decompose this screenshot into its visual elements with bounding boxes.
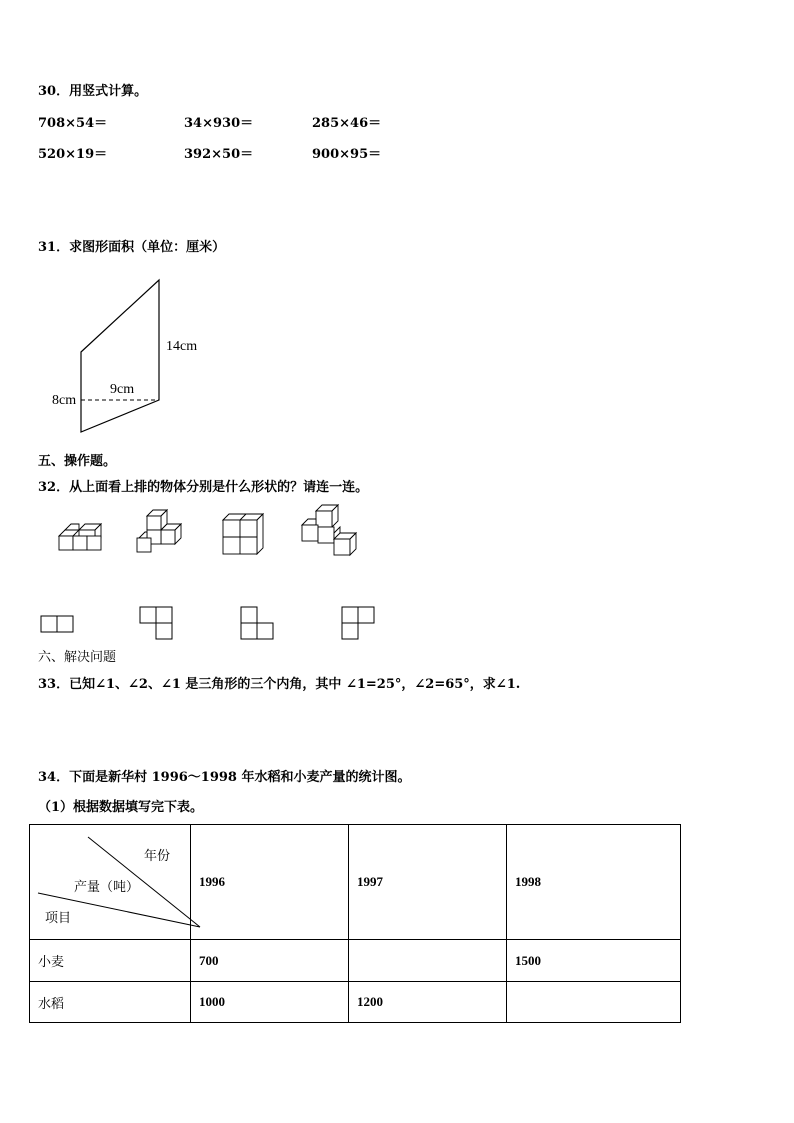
- wheat-1997[interactable]: [349, 940, 507, 982]
- q31-title: 31．求图形面积（单位：厘米）: [38, 240, 226, 255]
- table-row: [30, 982, 681, 1023]
- year-1996: 1996: [191, 825, 349, 940]
- diagonal-header-cell: [30, 825, 191, 940]
- yield-table: [29, 824, 681, 1023]
- section6-heading: 六、解决问题: [38, 650, 117, 665]
- q34-subquestion: （1）根据数据填写完下表。: [38, 800, 204, 815]
- trapezoid-figure: [40, 272, 220, 442]
- q30-expr-1: 708×54＝: [38, 116, 108, 131]
- block-figure-3: [220, 512, 270, 557]
- q34-title: 34．下面是新华村 1996～1998 年水稻和小麦产量的统计图。: [38, 770, 411, 785]
- block-figure-4: [298, 503, 358, 563]
- q32-title: 32．从上面看上排的物体分别是什么形状的？请连一连。: [38, 480, 369, 495]
- q30-expr-6: 900×95＝: [312, 147, 382, 162]
- q33-title: 33．已知∠1、∠2、∠1 是三角形的三个内角，其中 ∠1=25°，∠2=65°，求∠1.: [38, 677, 521, 692]
- table-row: [30, 940, 681, 982]
- header-year-label: 年份: [144, 849, 171, 864]
- q30-expr-4: 520×19＝: [38, 147, 108, 162]
- top-view-1: [40, 614, 76, 634]
- wheat-1996: 700: [191, 940, 349, 982]
- q30-expr-2: 34×930＝: [184, 116, 254, 131]
- year-1997: 1997: [349, 825, 507, 940]
- label-9cm: 9cm: [110, 382, 135, 397]
- top-view-4: [341, 606, 379, 642]
- q30-title: 30．用竖式计算。: [38, 84, 148, 99]
- row-label-rice: 水稻: [30, 982, 191, 1023]
- label-14cm: 14cm: [166, 339, 198, 354]
- label-8cm: 8cm: [52, 393, 77, 408]
- header-item-label: 项目: [45, 911, 72, 926]
- rice-1997: 1200: [349, 982, 507, 1023]
- year-1998: 1998: [507, 825, 681, 940]
- section5-heading: 五、操作题。: [38, 454, 117, 469]
- top-view-2: [139, 606, 177, 642]
- block-figure-2: [135, 508, 190, 563]
- header-output-label: 产量（吨）: [74, 880, 140, 895]
- row-label-wheat: 小麦: [30, 940, 191, 982]
- rice-1998[interactable]: [507, 982, 681, 1023]
- rice-1996: 1000: [191, 982, 349, 1023]
- block-figure-1: [55, 518, 105, 558]
- q30-expr-5: 392×50＝: [184, 147, 254, 162]
- trapezoid-outline: [81, 280, 159, 432]
- top-view-3: [240, 606, 278, 642]
- q30-expr-3: 285×46＝: [312, 116, 382, 131]
- wheat-1998: 1500: [507, 940, 681, 982]
